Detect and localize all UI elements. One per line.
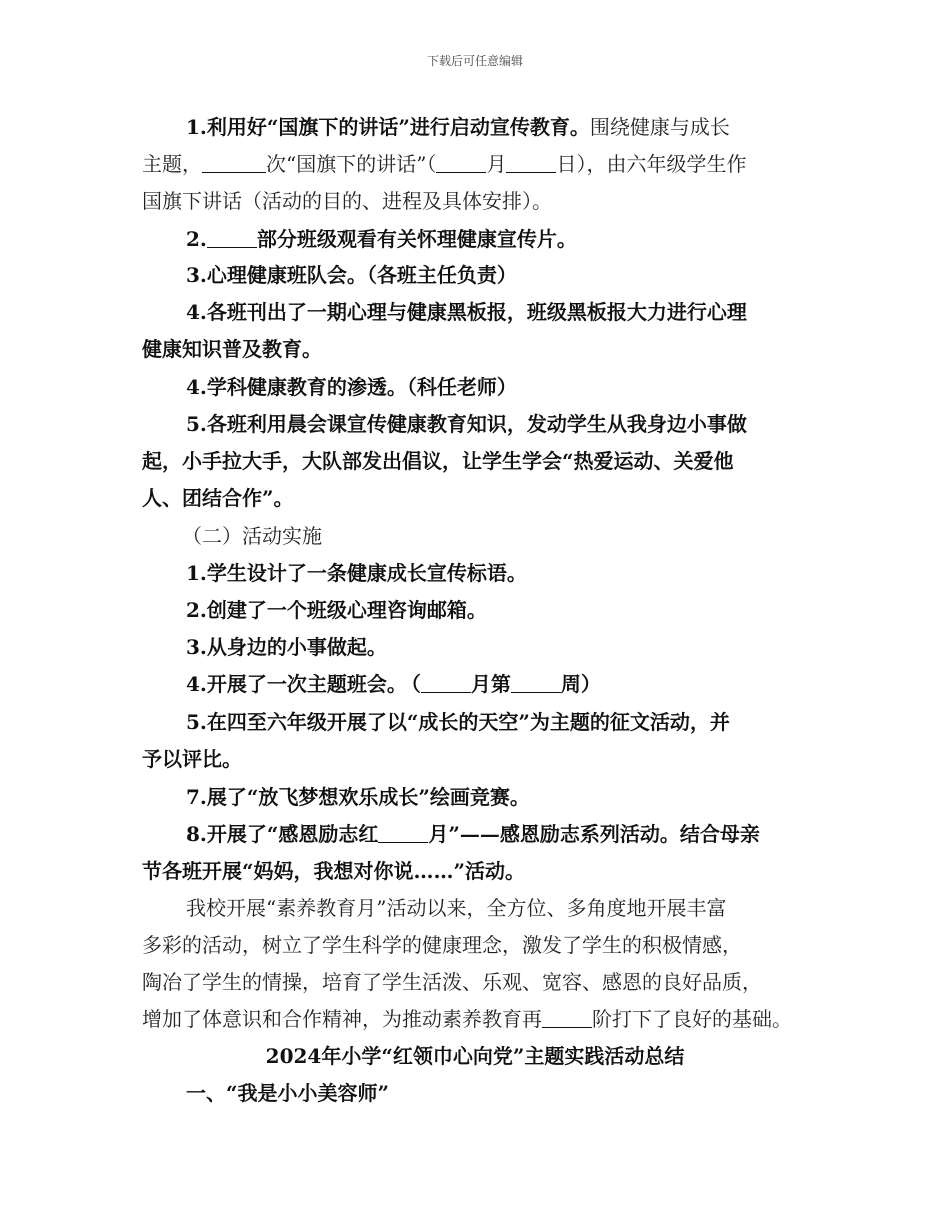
item-5-line-1: 5.在四至六年级开展了以“成长的天空”为主题的征文活动，并 bbox=[186, 710, 730, 734]
paragraph-6-line-3: 人、团结合作”。 bbox=[142, 486, 294, 510]
paragraph-2-num: 2. bbox=[186, 227, 207, 251]
summary-line-4-a: 增加了体意识和合作精神，为推动素养教育再 bbox=[142, 1007, 542, 1031]
blank-count bbox=[202, 152, 266, 173]
summary-line-1: 我校开展“素养教育月”活动以来，全方位、多角度地开展丰富 bbox=[186, 896, 727, 920]
paragraph-5: 4.学科健康教育的渗透。（科任老师） bbox=[186, 375, 517, 399]
paragraph-1-line-2-a: 主题， bbox=[142, 152, 202, 176]
blank-item4-month bbox=[421, 672, 471, 693]
paragraph-1-line-2-c: 月 bbox=[486, 152, 507, 176]
paragraph-1-line-2 bbox=[142, 152, 746, 176]
item-8-a: 8.开展了“感恩励志红 bbox=[186, 822, 379, 846]
item-4-c: 月第 bbox=[470, 672, 511, 696]
item-4 bbox=[186, 672, 601, 696]
paragraph-4-line-2: 健康知识普及教育。 bbox=[142, 337, 322, 361]
paragraph-1-line-2-d: 日），由六年级学生作 bbox=[556, 152, 747, 176]
item-1: 1.学生设计了一条健康成长宣传标语。 bbox=[186, 561, 527, 585]
item-5-line-2: 予以评比。 bbox=[142, 747, 242, 771]
paragraph-4-line-1: 4.各班刊出了一期心理与健康黑板报，班级黑板报大力进行心理 bbox=[186, 300, 747, 324]
paragraph-6-line-2: 起，小手拉大手，大队部发出倡议，让学生学会“热爱运动、关爱他 bbox=[142, 449, 734, 473]
blank-month bbox=[436, 152, 486, 173]
summary-line-4-b: 阶打下了良好的基础。 bbox=[592, 1007, 792, 1031]
item-8-line-2: 节各班开展“妈妈，我想对你说……”活动。 bbox=[142, 859, 526, 883]
summary-line-2: 多彩的活动，树立了学生科学的健康理念，激发了学生的积极情感， bbox=[142, 933, 742, 957]
page-header: 下载后可任意编辑 bbox=[426, 54, 523, 68]
item-8-b: 月”——感恩励志系列活动。结合母亲 bbox=[428, 822, 760, 846]
blank-classes bbox=[207, 227, 257, 248]
paragraph-1-tail: 围绕健康与成长 bbox=[589, 115, 730, 139]
paragraph-2-text: 部分班级观看有关怀理健康宣传片。 bbox=[256, 227, 577, 251]
item-3: 3.从身边的小事做起。 bbox=[186, 635, 387, 659]
item-2: 2.创建了一个班级心理咨询邮箱。 bbox=[186, 598, 487, 622]
summary-line-3: 陶冶了学生的情操，培育了学生活泼、乐观、宽容、感恩的良好品质， bbox=[142, 970, 762, 994]
blank-item8-month bbox=[378, 822, 428, 843]
blank-day bbox=[506, 152, 556, 173]
blank-item4-week bbox=[511, 672, 561, 693]
item-8-line-1 bbox=[186, 822, 760, 846]
item-4-d: 周） bbox=[560, 672, 601, 696]
paragraph-3: 3.心理健康班队会。（各班主任负责） bbox=[186, 263, 517, 287]
summary-line-4 bbox=[142, 1007, 792, 1031]
paragraph-1-line-1 bbox=[186, 115, 730, 139]
paragraph-1-lead: 1.利用好“国旗下的讲话”进行启动宣传教育 bbox=[186, 115, 570, 139]
section-2-title: （二）活动实施 bbox=[182, 524, 322, 548]
paragraph-1-line-3: 国旗下讲话（活动的目的、进程及具体安排）。 bbox=[142, 189, 552, 213]
blank-summary bbox=[542, 1007, 592, 1028]
next-document-title: 2024年小学“红领巾心向党”主题实践活动总结 bbox=[265, 1044, 685, 1068]
item-7: 7.展了“放飞梦想欢乐成长”绘画竞赛。 bbox=[186, 785, 530, 809]
next-document-section-1: 一、“我是小小美容师” bbox=[186, 1081, 390, 1105]
paragraph-6-line-1: 5.各班利用晨会课宣传健康教育知识，发动学生从我身边小事做 bbox=[186, 412, 747, 436]
item-4-a: 4.开展了一次主题班会。 bbox=[186, 672, 407, 696]
paragraph-1-lead-end: 。 bbox=[569, 115, 590, 139]
paragraph-1-line-2-b: 次“国旗下的讲话”（ bbox=[266, 152, 437, 176]
item-4-b: （ bbox=[410, 672, 421, 696]
paragraph-2 bbox=[186, 227, 577, 251]
